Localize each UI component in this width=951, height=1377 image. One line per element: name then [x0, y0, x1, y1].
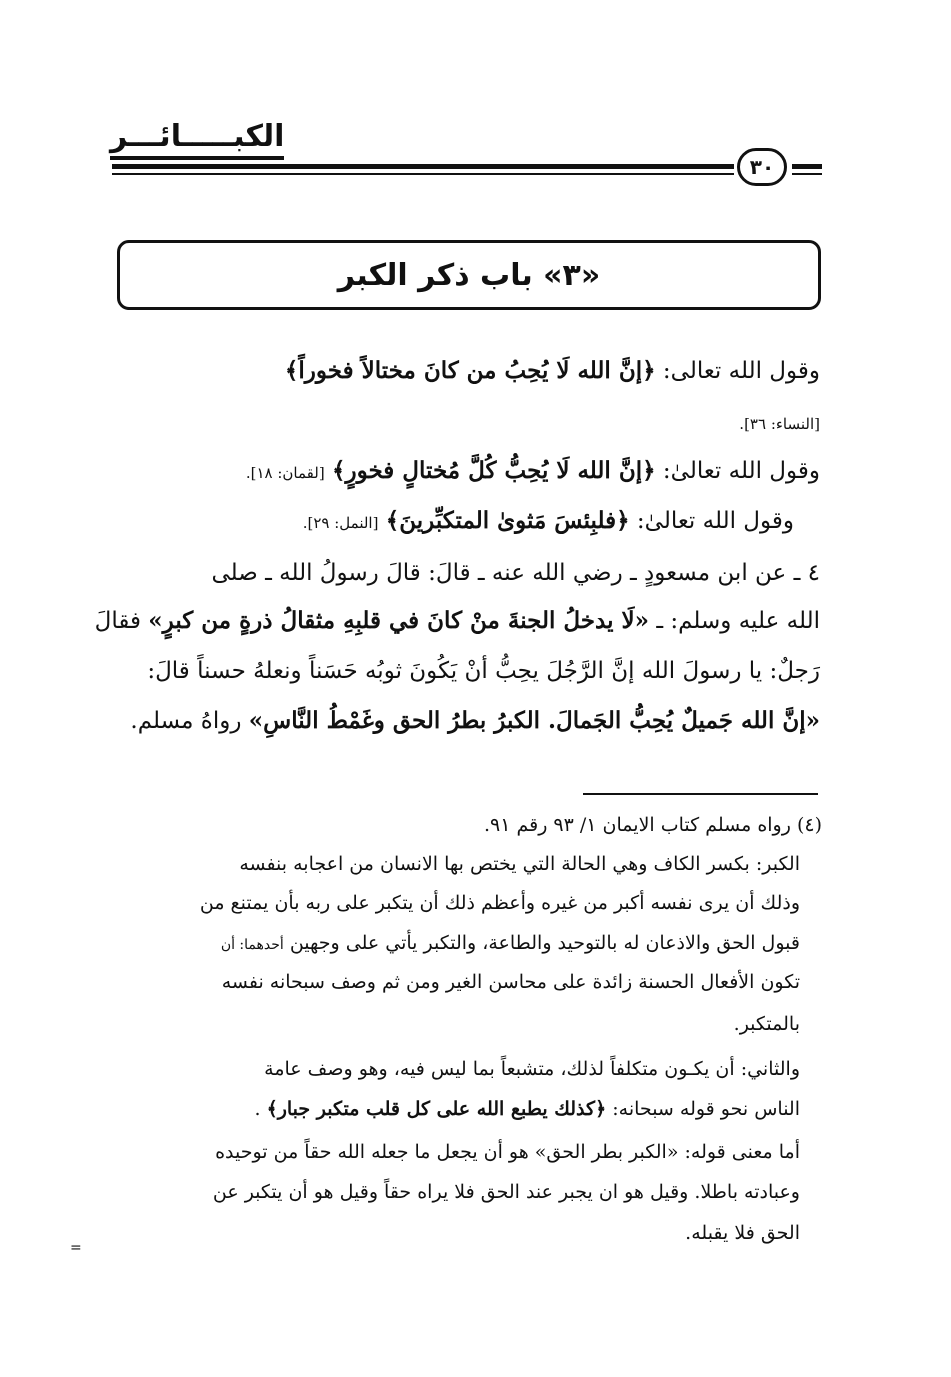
verse-intro: وقول الله تعالى:: [662, 358, 820, 384]
header-rule-right-thin: [792, 173, 822, 175]
footnote-line: وذلك أن يرى نفسه أكبر من غيره وأعظم ذلك أن يتكبر على ربه بأن يمتنع من: [199, 892, 800, 914]
footnote-line: الحق فلا يقبله.: [685, 1222, 800, 1244]
header-rule-right-thick: [792, 164, 822, 169]
footnote-line: [221, 932, 800, 954]
footnote-text: .: [254, 1098, 261, 1120]
quran-verse: ﴿إنَّ الله لَا يُحِبُّ كُلَّ مُختالٍ فخورٍ﴾: [331, 457, 656, 484]
verse-reference: [النساء: ٣٦].: [739, 415, 820, 433]
main-line-2: [739, 415, 820, 433]
quran-verse: ﴿كذلك يطبع الله على كل قلب متكبر جبار﴾: [266, 1098, 607, 1120]
main-line-7: [147, 658, 820, 684]
main-line-3: [246, 457, 820, 484]
verse-reference: [لقمان: ١٨].: [245, 464, 325, 482]
footnote-text: قبول الحق والاذعان له بالتوحيد والطاعة، والتكبر يأتي على وجهين: [289, 932, 800, 954]
footnote-line: تكون الأفعال الحسنة زائدة على محاسن الغير ومن ثم وصف سبحانه نفسه: [221, 971, 800, 993]
margin-mark: =: [70, 1240, 82, 1256]
chapter-title: «٣» باب ذكر الكبر: [337, 257, 601, 293]
chapter-heading-box: [117, 240, 821, 310]
header-rule-thick: [112, 164, 734, 169]
page-number: ٣٠: [737, 148, 787, 186]
hadith-narration: فقالَ: [94, 608, 141, 634]
footnote-line: [254, 1098, 800, 1120]
hadith-narration: رَجلٌ: يا رسولَ الله إنَّ الرَّجُلَ يحِبُّ أنْ يَكُونَ ثوبُه حَسَناً ونعلهُ حسناً قالَ:: [147, 658, 820, 684]
main-line-4: [303, 507, 794, 534]
quran-verse: ﴿فلبِئسَ مَثوىٰ المتكبِّرينَ﴾: [385, 507, 630, 534]
main-line-1: [285, 357, 820, 384]
verse-reference: [النمل: ٢٩].: [302, 514, 379, 532]
footnote-line: (٤) رواه مسلم كتاب الايمان ١/ ٩٣ رقم ٩١.: [483, 814, 822, 836]
hadith-narration: ٤ ـ عن ابن مسعودٍ ـ رضي الله عنه ـ قالَ: قالَ رسولُ الله ـ صلى: [211, 560, 820, 586]
main-line-8: [130, 707, 820, 734]
verse-intro: وقول الله تعالىٰ:: [636, 508, 794, 534]
footnote-line: بالمتكبر.: [733, 1013, 800, 1035]
hadith-text: «إنَّ الله جَميلٌ يُحِبُّ الجَمالَ. الكبرُ بطرُ الحق وغَمْطُ النَّاسِ»: [248, 707, 820, 734]
running-title: الكبـــــائـــر: [110, 120, 284, 160]
footnote-separator: [583, 793, 818, 795]
hadith-source: رواهُ مسلم.: [130, 708, 242, 734]
quran-verse: ﴿إنَّ الله لَا يُحِبُ من كانَ مختالاً فخوراً﴾: [284, 357, 656, 384]
hadith-narration: الله عليه وسلم: ـ: [656, 608, 820, 634]
footnote-line: أما معنى قوله: «الكبر بطر الحق» هو أن يجعل ما جعله الله حقاً من توحيده: [215, 1141, 800, 1163]
main-line-6: [95, 607, 820, 634]
footnote-line: الكبر: بكسر الكاف وهي الحالة التي يختص بها الانسان من اعجابه بنفسه: [239, 853, 800, 875]
header-rule-thin: [112, 173, 734, 175]
main-line-5: [211, 560, 820, 586]
verse-intro: وقول الله تعالىٰ:: [662, 458, 820, 484]
footnote-line: وعبادته باطلا. وقيل هو ان يجبر عند الحق فلا يراه حقاً وقيل هو أن يتكبر عن: [212, 1181, 800, 1203]
footnote-text-small: أحدهما: أن: [220, 937, 284, 953]
footnote-text: الناس نحو قوله سبحانه:: [612, 1098, 800, 1120]
footnote-line: والثاني: أن يكـون متكلفاً لذلك، متشبعاً بما ليس فيه، وهو وصف عامة: [264, 1058, 800, 1080]
hadith-text: «لَا يدخلُ الجنةَ منْ كانَ في قلبِهِ مثقالُ ذرةٍ من كبرٍ»: [148, 607, 649, 634]
